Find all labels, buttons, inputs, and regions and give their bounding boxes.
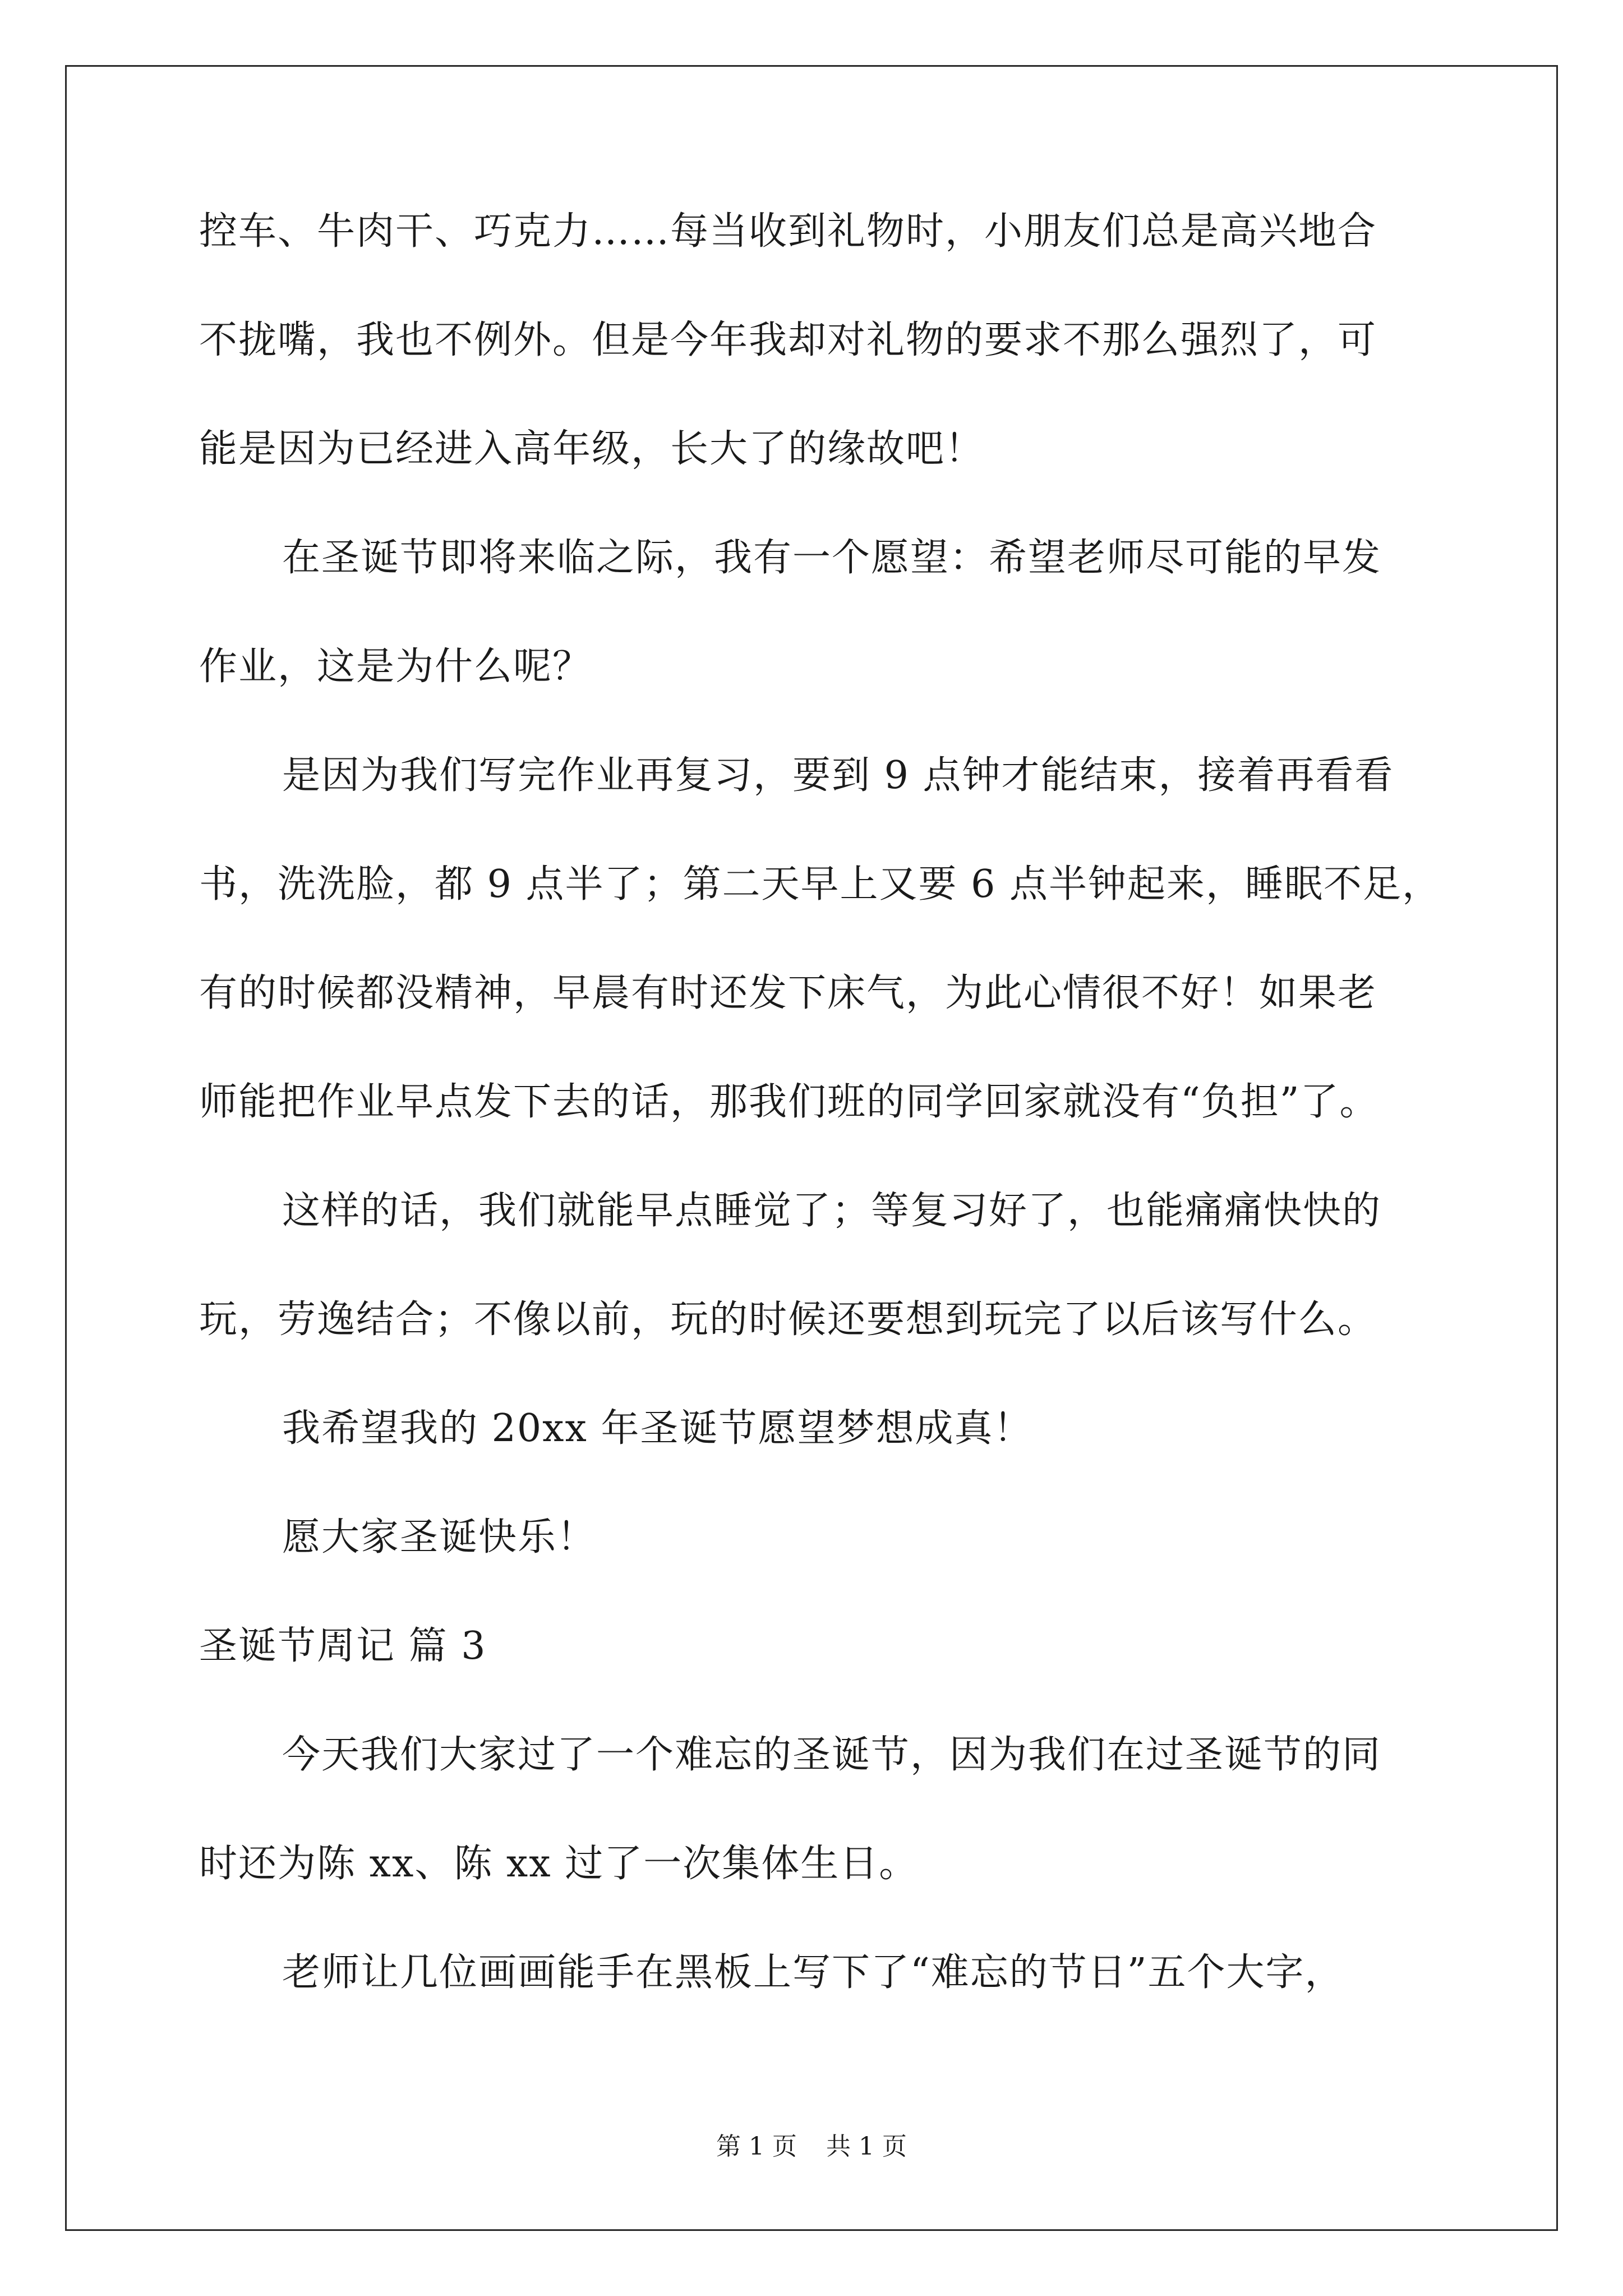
text-line: 有的时候都没精神，早晨有时还发下床气，为此心情很不好！如果老 <box>199 971 1377 1015</box>
text-line: 控车、牛肉干、巧克力……每当收到礼物时，小朋友们总是高兴地合 <box>199 209 1377 254</box>
text-line: 不拢嘴，我也不例外。但是今年我却对礼物的要求不那么强烈了，可 <box>199 318 1377 362</box>
text-line: 老师让几位画画能手在黑板上写下了“难忘的节日”五个大字， <box>282 1950 1344 1995</box>
section-heading: 圣诞节周记 篇 3 <box>199 1624 487 1668</box>
text-line: 在圣诞节即将来临之际，我有一个愿望：希望老师尽可能的早发 <box>282 536 1382 580</box>
text-line: 这样的话，我们就能早点睡觉了；等复习好了，也能痛痛快快的 <box>282 1189 1382 1233</box>
page-number: 第 1 页 <box>716 2132 797 2161</box>
text-line: 师能把作业早点发下去的话，那我们班的同学回家就没有“负担”了。 <box>199 1080 1379 1124</box>
text-line: 作业，这是为什么呢？ <box>199 645 592 689</box>
document-body <box>199 209 1489 2062</box>
text-line: 能是因为已经进入高年级，长大了的缘故吧！ <box>199 427 985 471</box>
text-line: 玩，劳逸结合；不像以前，玩的时候还要想到玩完了以后该写什么。 <box>199 1297 1377 1342</box>
page-footer <box>0 2126 1623 2162</box>
page-total: 共 1 页 <box>826 2132 907 2161</box>
text-line: 今天我们大家过了一个难忘的圣诞节，因为我们在过圣诞节的同 <box>282 1733 1382 1777</box>
text-line: 愿大家圣诞快乐！ <box>282 1515 597 1559</box>
text-line: 书，洗洗脸，都 9 点半了；第二天早上又要 6 点半钟起来，睡眠不足， <box>199 862 1441 907</box>
text-line: 是因为我们写完作业再复习，要到 9 点钟才能结束，接着再看看 <box>282 753 1394 798</box>
text-line: 时还为陈 xx、陈 xx 过了一次集体生日。 <box>199 1842 919 1886</box>
text-line: 我希望我的 20xx 年圣诞节愿望梦想成真！ <box>282 1406 1033 1451</box>
